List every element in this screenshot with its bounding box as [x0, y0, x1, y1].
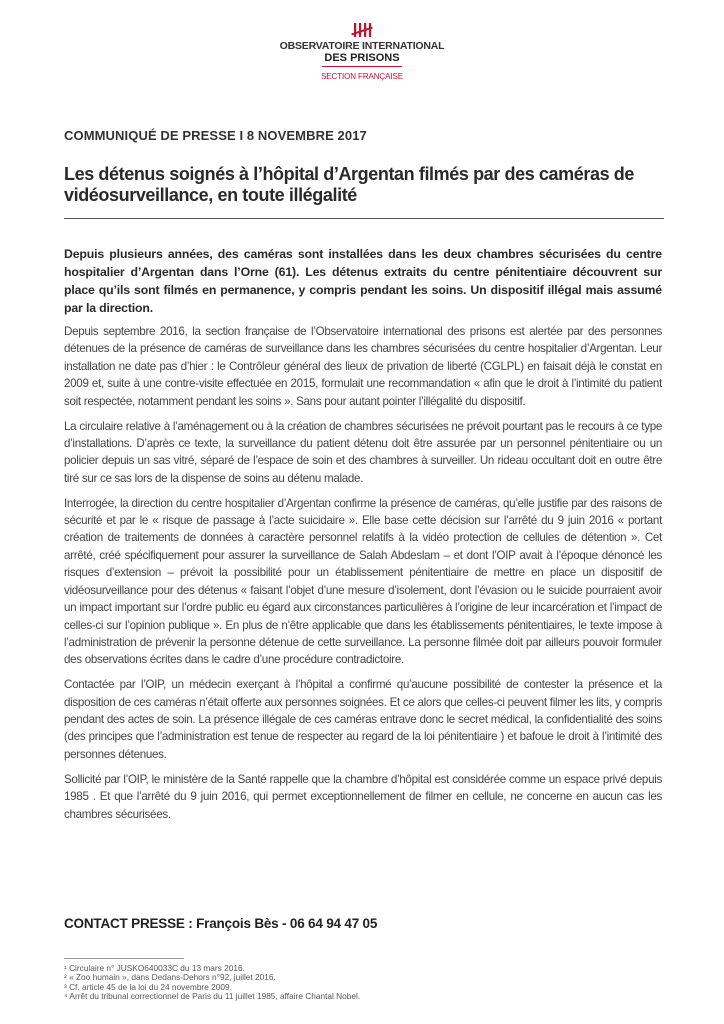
- body-paragraph: La circulaire relative à l’aménagement ou à la création de chambres sécurisées ne prévoit pourtant pas le recours à ce type d’installations. D’après ce texte, la surveillance du patient détenu doit être assurée par un personnel pénitentiaire ou un policier depuis un sas vitré, séparé de l’espace de soin et des chambres à surveiller. Un rideau occultant doit en outre être tiré sur ce sas lors de la dispense de soins au détenu malade.: [64, 419, 662, 485]
- press-contact: CONTACT PRESSE : François Bès - 06 64 94 47 05: [64, 916, 378, 931]
- body-paragraph: Sollicité par l’OIP, le ministère de la Santé rappelle que la chambre d’hôpital est considérée comme un espace privé depuis 1985 . Et que l’arrêté du 9 juin 2016, qui permet exceptionnellement de filmer en cellule, ne concerne en aucun cas les chambres sécurisées.: [64, 772, 662, 821]
- oip-logo: [0, 22, 724, 81]
- prison-bars-icon: [351, 22, 373, 38]
- logo-text-line2: DES PRISONS: [324, 52, 400, 64]
- footnote: ² « Zoo humain », dans Dedans-Dehors n°92, juillet 2016.: [64, 972, 276, 983]
- logo-text-line1: OBSERVATOIRE INTERNATIONAL: [279, 40, 445, 52]
- lead-paragraph: Depuis plusieurs années, des caméras sont installées dans les deux chambres sécurisées du centre hospitalier d’Argentan dans l’Orne (61). Les détenus extraits du centre pénitentiaire découvrent sur place qu’ils sont filmés en permanence, y compris pendant les soins. Un dispositif illégal mais assumé par la direction.: [64, 247, 662, 315]
- footnote: ³ Cf. article 45 de la loi du 24 novembre 2009.: [64, 981, 232, 992]
- article-body: [64, 323, 662, 830]
- footnote: ⁴ Arrêt du tribunal correctionnel de Paris du 11 juillet 1985, affaire Chantal Nobel.: [64, 990, 361, 1001]
- headline-divider: [64, 218, 664, 219]
- body-paragraph: Contactée par l’OIP, un médecin exerçant à l’hôpital a confirmé qu’aucune possibilité de contester la présence et la disposition de ces caméras n’était offerte aux personnes soignées. Et ce alors que celles-ci peuvent filmer les lits, y compris pendant des actes de soin. La présence illégale de ces caméras entrave donc le secret médical, la confidentialité des soins (des principes que l’administration est tenue de respecter au regard de la loi pénitentiaire ) et bafoue le droit à l’intimité des personnes détenues.: [64, 678, 662, 761]
- headline: Les détenus soignés à l’hôpital d’Argentan filmés par des caméras de vidéosurveillance, en toute illégalité: [64, 164, 634, 205]
- press-release-dateline: COMMUNIQUÉ DE PRESSE I 8 NOVEMBRE 2017: [64, 128, 367, 143]
- logo-divider: [322, 66, 402, 67]
- footnote: ¹ Circulaire n° JUSKO640033C du 13 mars 2016.: [64, 963, 245, 973]
- footnotes: [64, 964, 664, 1001]
- footnotes-divider: [64, 958, 184, 959]
- body-paragraph: Depuis septembre 2016, la section française de l’Observatoire international des prisons est alertée par des personnes détenues de la présence de caméras de surveillance dans les chambres sécurisées du centre hospitalier d’Argentan. Leur installation ne date pas d’hier : le Contrôleur général des lieux de privation de liberté (CGLPL) en faisait déjà le constat en 2009 et, suite à une contre-visite effectuée en 2015, formulait une recommandation « afin que le droit à l’intimité du patient soit respectée, notamment pendant les soins ». Sans pour autant pointer l’illégalité du dispositif.: [64, 325, 662, 408]
- logo-text-line3: SECTION FRANÇAISE: [321, 72, 403, 81]
- body-paragraph: Interrogée, la direction du centre hospitalier d’Argentan confirme la présence de caméras, qu’elle justifie par des raisons de sécurité et par le « risque de passage à l’acte suicidaire ». Elle base cette décision sur l’arrêté du 9 juin 2016 « portant création de traitements de données à caractère personnel relatifs à la vidéo protection de cellules de détention ». Cet arrêté, créé spécifiquement pour assurer la surveillance de Salah Abdeslam – et dont l’OIP avait à l’époque dénoncé les risques d’extension – prévoit la possibilité pour un établissement pénitentiaire de mettre en place un dispositif de vidéosurveillance pour des détenus « faisant l’objet d’une mesure d’isolement, dont l’évasion ou le suicide pourraient avoir un impact important sur l’ordre public eu égard aux circonstances particulières à l’origine de leur incarcération et l’impact de celles-ci sur l’opinion publique ». En plus de n’être applicable que dans les établissements pénitentiaires, le texte impose à l’administration de prévenir la personne détenue de cette surveillance. La personne filmée doit par ailleurs pouvoir formuler des observations écrites dans le cadre d’une procédure contradictoire.: [64, 496, 662, 667]
